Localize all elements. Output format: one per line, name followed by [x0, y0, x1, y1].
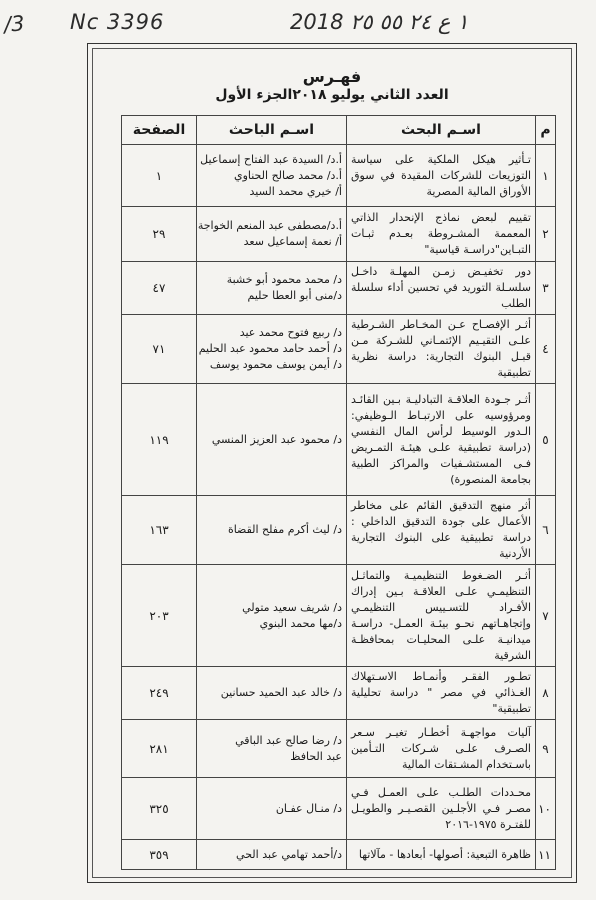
- author-name: د/ شريف سعيد متولي: [242, 600, 342, 614]
- page-number: ٣٥٩: [122, 840, 197, 870]
- paper-authors: [197, 496, 347, 565]
- row-number: ٩: [536, 720, 556, 778]
- paper-title: أثـر الإفصـاح عـن المخـاطر الشـرطية علـى التقيـيم الإئتمـاني للشـركة مـن قبـل البنوك التجارية: دراسة نظرية تطبيقية: [347, 315, 536, 384]
- paper-title: محـددات الطلـب علـى العمـل فـي مصـر فـي الأجلـين القصـيـر والطويـل للفتـرة ١٩٧٥-٢٠١٦: [347, 778, 536, 840]
- paper-title: تـأثير هيكل الملكية على سياسة التوزيعات للشركات المقيدة في سوق الأوراق المالية المصرية: [347, 145, 536, 207]
- paper-authors: [197, 315, 347, 384]
- page-number: ٢٤٩: [122, 667, 197, 720]
- row-number: ٧: [536, 565, 556, 667]
- page-number: ٢٩: [122, 207, 197, 262]
- row-number: ٤: [536, 315, 556, 384]
- column-header-author: اسـم الباحث: [197, 116, 347, 145]
- margin-handwritten-note: /3: [3, 11, 26, 37]
- page-frame: [87, 43, 577, 883]
- row-number: ١١: [536, 840, 556, 870]
- page-number: ٢٠٣: [122, 565, 197, 667]
- author-name: د/ محمد محمود أبو خشبة: [226, 273, 342, 286]
- author-name: د/ أيمن يوسف محمود يوسف: [209, 358, 342, 371]
- author-name: د/ ربيع فتوح محمد عيد: [239, 326, 342, 339]
- page-title: فهـرس: [302, 67, 362, 86]
- table-row: [122, 315, 556, 384]
- table-row: [122, 207, 556, 262]
- paper-authors: [197, 840, 347, 870]
- row-number: ٦: [536, 496, 556, 565]
- paper-authors: [197, 720, 347, 778]
- author-name: أ.د/ محمد صالح الحناوي: [233, 168, 342, 182]
- paper-title: تقييم لبعض نماذج الإنحدار الذاتي المعممة المشـروطة بعـدم ثبـات التبـاين"دراسـة قياسية": [347, 207, 536, 262]
- paper-authors: [197, 565, 347, 667]
- table-row: [122, 262, 556, 315]
- paper-title: أثـر جـودة العلاقـة التبادليـة بـين القائـد ومرؤوسيه على الارتبـاط الـوظيفي: الـدور الوسيط لرأس المال النفسي (دراسة تطبيقية علـى هيئـة التمـريض فـى المستشـفيات والمراكز الطبية بجامعة المنصورة): [347, 384, 536, 496]
- author-name: د/ أحمد حامد محمود عبد الحليم: [198, 342, 342, 355]
- page-number: ٧١: [122, 315, 197, 384]
- author-name: د/ ليث أكرم مفلح القضاة: [227, 523, 342, 536]
- page-number: ٤٧: [122, 262, 197, 315]
- author-name: أ.د/مصطفى عبد المنعم الخواجة: [197, 219, 342, 232]
- table-row: [122, 778, 556, 840]
- author-name: د/مها محمد البنوي: [259, 616, 342, 630]
- row-number: ٢: [536, 207, 556, 262]
- table-row: [122, 840, 556, 870]
- page-number: ١٦٣: [122, 496, 197, 565]
- table-row: [122, 720, 556, 778]
- column-header-number: م: [536, 116, 556, 145]
- author-name: د/ خالد عبد الحميد حسانين: [220, 686, 342, 699]
- paper-authors: [197, 262, 347, 315]
- row-number: ١: [536, 145, 556, 207]
- handwritten-reference-code: Nc 3396: [70, 10, 165, 34]
- table-row: [122, 496, 556, 565]
- inner-border: [92, 48, 572, 878]
- table-header-row: [122, 116, 556, 145]
- paper-authors: [197, 145, 347, 207]
- author-name: د/منى أبو العطا حليم: [247, 289, 342, 302]
- row-number: ١٠: [536, 778, 556, 840]
- page-number: ٣٢٥: [122, 778, 197, 840]
- page-number: ١١٩: [122, 384, 197, 496]
- paper-title: دور تخفيـض زمـن المهلـة داخـل سلسـلة التوريد في تحسين أداء سلسلة الطلب: [347, 262, 536, 315]
- author-name: عبد الحافظ: [290, 749, 342, 763]
- handwritten-date-code: 2018 ١ ع ٢٤ ٥٥ ٢٥: [290, 10, 469, 34]
- author-name: د/ رضا صالح عبد الباقي: [235, 733, 342, 747]
- page-number: ٢٨١: [122, 720, 197, 778]
- table-row: [122, 145, 556, 207]
- issue-subtitle: العدد الثاني يوليو ٢٠١٨الجزء الأول: [215, 87, 449, 103]
- paper-authors: [197, 207, 347, 262]
- author-name: أ/ نعمة إسماعيل سعد: [243, 235, 342, 248]
- row-number: ٨: [536, 667, 556, 720]
- paper-authors: [197, 667, 347, 720]
- paper-title: آليات مواجهـة أخطـار تغيـر سـعر الصـرف علـى شـركات التـأمين باسـتخدام المشـتقات المالية: [347, 720, 536, 778]
- column-header-title: اسـم البحث: [347, 116, 536, 145]
- column-header-page: الصفحة: [122, 116, 197, 145]
- row-number: ٥: [536, 384, 556, 496]
- paper-title: أثر منهج التدقيق القائم على مخاطر الأعمال على جودة التدقيق الداخلي : دراسة تطبيقية على البنوك التجارية الأردنية: [347, 496, 536, 565]
- table-row: [122, 667, 556, 720]
- row-number: ٣: [536, 262, 556, 315]
- paper-authors: [197, 384, 347, 496]
- author-name: د/ منـال عفـان: [275, 801, 342, 815]
- page-number: ١: [122, 145, 197, 207]
- paper-title: تطـور الفقـر وأنمـاط الاسـتهلاك الغـذائي في مصر " دراسة تحليلية تطبيقية": [347, 667, 536, 720]
- contents-table: [121, 115, 556, 870]
- author-name: د/ محمود عبد العزيز المنسي: [211, 432, 342, 446]
- paper-authors: [197, 778, 347, 840]
- table-row: [122, 565, 556, 667]
- author-name: أ/ خيري محمد السيد: [249, 184, 342, 198]
- author-name: أ.د/ السيدة عبد الفتاح إسماعيل: [200, 152, 342, 166]
- paper-title: أثـر الضـغوط التنظيميـة والتماثـل التنظيمـي علـى العلاقـة بـين إدراك الأفـراد للتسـييس التنظيمـي وإتجاهـاتهم نحـو بيئـة العمـل- دراسـة ميدانيـة علـى المحليـات بمحافظـة الشرقية: [347, 565, 536, 667]
- paper-title: ظاهرة التبعية: أصولها- أبعادها - مآلاتها: [347, 840, 536, 870]
- table-row: [122, 384, 556, 496]
- author-name: د/أحمد تهامي عبد الحي: [236, 847, 342, 861]
